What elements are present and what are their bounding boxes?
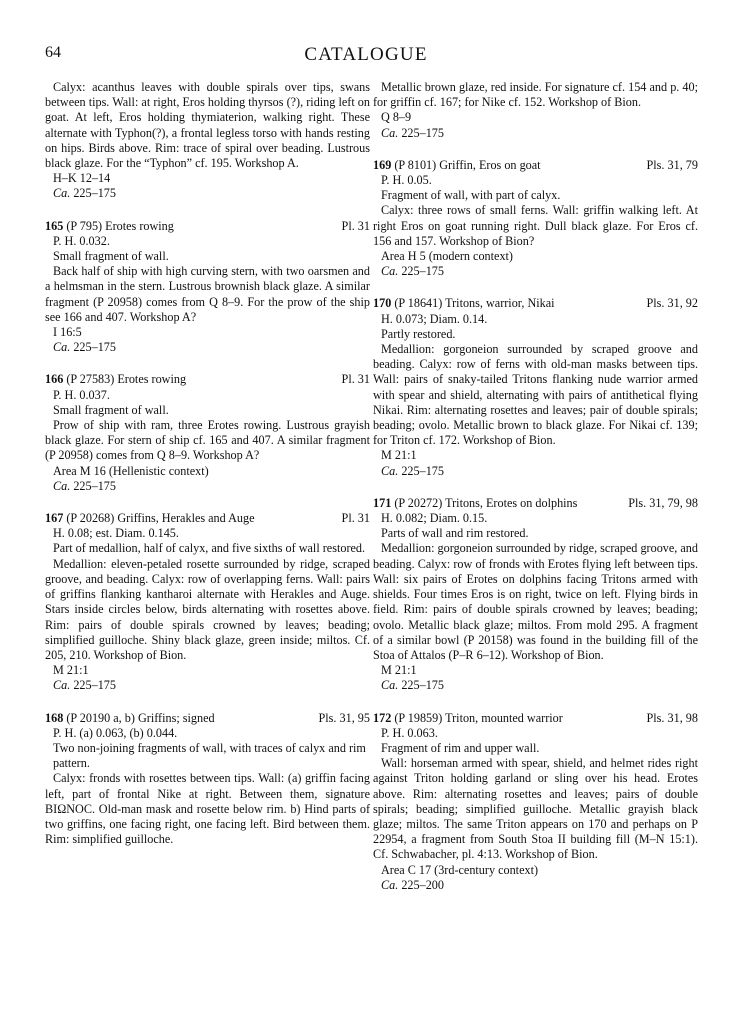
entry-heading xyxy=(45,711,370,726)
entry-dimensions: H. 0.082; Diam. 0.15. xyxy=(381,511,488,526)
entry-dimensions: P. H. 0.037. xyxy=(53,387,110,402)
entry-date: Ca. 225–175 xyxy=(381,463,444,478)
entry-preservation: Small fragment of wall. xyxy=(53,402,169,417)
catalogue-entry xyxy=(45,711,370,848)
entry-number: 171 xyxy=(373,495,392,510)
entry-number: 166 xyxy=(45,372,64,387)
entry-heading xyxy=(45,219,370,234)
entry-date: Ca. 225–175 xyxy=(53,340,116,355)
entry-plates: Pl. 31 xyxy=(341,218,370,233)
entry-plates: Pl. 31 xyxy=(341,372,370,387)
entry-title: (P 18641) Tritons, warrior, Nikai xyxy=(394,296,555,311)
catalogue-entry xyxy=(45,80,370,202)
entry-number: 165 xyxy=(45,218,64,233)
entry-date: Ca. 225–175 xyxy=(53,478,116,493)
entry-number: 170 xyxy=(373,296,392,311)
entry-date: Ca. 225–175 xyxy=(381,264,444,279)
page-header xyxy=(45,44,687,70)
entry-dimensions: P. H. 0.063. xyxy=(381,725,438,740)
entry-date: Ca. 225–175 xyxy=(53,678,116,693)
entry-context: Area H 5 (modern context) xyxy=(381,249,513,264)
entry-preservation: Partly restored. xyxy=(381,326,456,341)
entry-title: (P 20268) Griffins, Herakles and Auge xyxy=(66,511,255,526)
entry-context: M 21:1 xyxy=(381,663,417,678)
entry-description: Calyx: acanthus leaves with double spirals over tips, swans between tips. Wall: at right, Eros holding thyrsos (?), riding left on goat. At left, Eros holding thymiaterion, walking right. These alternate with Typhon(?), a frontal legless torso with hands resting on hips. Birds above. Rim: trace of spiral over beading. Lustrous black glaze. For the “Typhon” cf. 195. Workshop A. xyxy=(45,80,370,171)
catalogue-entry xyxy=(45,511,370,693)
catalogue-entry xyxy=(373,296,698,478)
entry-plates: Pls. 31, 95 xyxy=(318,710,370,725)
running-title: CATALOGUE xyxy=(304,44,428,65)
entry-name xyxy=(373,711,647,726)
entry-heading xyxy=(373,496,698,511)
left-column xyxy=(45,80,370,864)
catalogue-entry xyxy=(373,80,698,141)
entry-plates: Pl. 31 xyxy=(341,511,370,526)
catalogue-entry xyxy=(373,711,698,893)
entry-description: Prow of ship with ram, three Erotes rowing. Lustrous grayish black glaze. For stern of ship cf. 165 and 407. A similar fragment (P 20958) comes from Q 8–9. Workshop A? xyxy=(45,418,370,463)
entry-preservation: Two non-joining fragments of wall, with traces of calyx and rim pattern. xyxy=(53,740,366,771)
entry-date: Ca. 225–175 xyxy=(381,125,444,140)
entry-dimensions: H. 0.073; Diam. 0.14. xyxy=(381,311,488,326)
entry-name xyxy=(45,511,342,526)
entry-context: Q 8–9 xyxy=(381,110,412,125)
entry-plates: Pls. 31, 98 xyxy=(646,710,698,725)
entry-context: Area M 16 (Hellenistic context) xyxy=(53,463,209,478)
right-column xyxy=(373,80,698,910)
entry-context: H–K 12–14 xyxy=(53,171,111,186)
entry-context: I 16:5 xyxy=(53,325,82,340)
entry-preservation: Part of medallion, half of calyx, and five sixths of wall restored. xyxy=(53,541,366,556)
entry-preservation: Parts of wall and rim restored. xyxy=(381,526,529,541)
entry-heading xyxy=(45,511,370,526)
entry-date: Ca. 225–200 xyxy=(381,877,444,892)
entry-description: Medallion: gorgoneion surrounded by scraped groove and beading. Calyx: row of ferns with old-man masks between tips. Wall: pairs of snaky-tailed Tritons flanking nude warrior armed with spear and shield, alternating with pairs of antithetical flying Nikai. Rim: alternating rosettes and leaves; pair of double spirals; beading; ovolo. Metallic brown to black glaze. For Nikai cf. 139; for Triton cf. 172. Workshop of Bion. xyxy=(373,342,698,448)
entry-plates: Pls. 31, 92 xyxy=(646,296,698,311)
entry-name xyxy=(45,219,342,234)
entry-title: (P 27583) Erotes rowing xyxy=(66,372,187,387)
entry-date: Ca. 225–175 xyxy=(53,186,116,201)
entry-title: (P 19859) Triton, mounted warrior xyxy=(394,710,563,725)
entry-number: 169 xyxy=(373,157,392,172)
entry-description: Back half of ship with high curving stern, with two oarsmen and a helmsman in the stern. Lustrous brownish black glaze. A similar fragment (P 20958) comes from Q 8–9. For the prow of the ship see 166 and 407. Workshop A? xyxy=(45,264,370,324)
entry-dimensions: H. 0.08; est. Diam. 0.145. xyxy=(53,526,179,541)
entry-dimensions: P. H. (a) 0.063, (b) 0.044. xyxy=(53,725,178,740)
entry-title: (P 8101) Griffin, Eros on goat xyxy=(394,157,541,172)
entry-date: Ca. 225–175 xyxy=(381,678,444,693)
entry-context: Area C 17 (3rd-century context) xyxy=(381,862,539,877)
entry-description: Calyx: fronds with rosettes between tips. Wall: (a) griffin facing left, part of frontal Nike at right. Between them, signature BIΩNOC. Old-man mask and rosette below rim. b) Hind parts of two griffins, one facing right, one facing left. Bird between them. Rim: simplified guilloche. xyxy=(45,771,370,847)
entry-name xyxy=(373,496,628,511)
entry-title: (P 795) Erotes rowing xyxy=(66,218,174,233)
entry-context: M 21:1 xyxy=(381,448,417,463)
entry-plates: Pls. 31, 79, 98 xyxy=(628,495,698,510)
catalogue-entry xyxy=(45,219,370,356)
entry-context: M 21:1 xyxy=(53,663,89,678)
entry-preservation: Fragment of rim and upper wall. xyxy=(381,740,540,755)
catalogue-entry xyxy=(45,372,370,494)
entry-number: 168 xyxy=(45,710,64,725)
entry-dimensions: P. H. 0.032. xyxy=(53,233,110,248)
entry-description: Wall: horseman armed with spear, shield, and helmet rides right against Triton holding garland or sling over his head. Erotes above. Rim: alternating rosettes and leaves; pairs of double spirals; beading; simplified guilloche. Metallic grayish black glaze; miltos. The same Triton appears on 170 and perhaps on P 22954, a fragment from South Stoa II building fill (M–N 15:1). Cf. Schwabacher, pl. 4:13. Workshop of Bion. xyxy=(373,756,698,862)
entry-heading xyxy=(373,296,698,311)
entry-name xyxy=(45,372,342,387)
entry-title: (P 20190 a, b) Griffins; signed xyxy=(66,710,215,725)
entry-name xyxy=(373,158,647,173)
entry-heading xyxy=(373,711,698,726)
entry-name xyxy=(45,711,319,726)
entry-number: 167 xyxy=(45,511,64,526)
entry-description: Metallic brown glaze, red inside. For signature cf. 154 and p. 40; for griffin cf. 167; for Nike cf. 152. Workshop of Bion. xyxy=(373,80,698,110)
entry-preservation: Fragment of wall, with part of calyx. xyxy=(381,188,561,203)
entry-description: Medallion: eleven-petaled rosette surrounded by ridge, scraped groove, and beading. Calyx: row of overlapping ferns. Wall: pairs of griffins flanking kantharoi alternate with Herakles and Auge. Stars inside circles below, birds alternating with rosettes above. Rim: pairs of double spirals crowned by leaves; beading; simplified guilloche. Shiny black glaze, green inside; miltos. Cf. 205, 210. Workshop of Bion. xyxy=(45,556,370,662)
catalogue-entry xyxy=(373,158,698,280)
entry-name xyxy=(373,296,647,311)
entry-number: 172 xyxy=(373,710,392,725)
entry-description: Medallion: gorgoneion surrounded by ridge, scraped groove, and beading. Calyx: row of fronds with Erotes flying left between tips. Wall: six pairs of Erotes on dolphins facing Tritons armed with shields. Four times Eros is on right, twice on left. Flying birds in field. Rim: pairs of double spirals crowned by leaves; beading; ovolo. Metallic black glaze; miltos. From mold 295. A fragment of a similar bowl (P 20158) was found in the building fill of the Stoa of Attalos (P–R 6–12). Workshop of Bion. xyxy=(373,541,698,662)
entry-dimensions: P. H. 0.05. xyxy=(381,173,432,188)
entry-heading xyxy=(373,158,698,173)
entry-description: Calyx: three rows of small ferns. Wall: griffin walking left. At right Eros on goat running right. Dull black glaze. For Eros cf. 156 and 157. Workshop of Bion? xyxy=(373,203,698,248)
page-number: 64 xyxy=(45,44,61,61)
entry-title: (P 20272) Tritons, Erotes on dolphins xyxy=(394,495,578,510)
catalogue-entry xyxy=(373,496,698,694)
entry-preservation: Small fragment of wall. xyxy=(53,249,169,264)
entry-plates: Pls. 31, 79 xyxy=(646,157,698,172)
entry-heading xyxy=(45,372,370,387)
